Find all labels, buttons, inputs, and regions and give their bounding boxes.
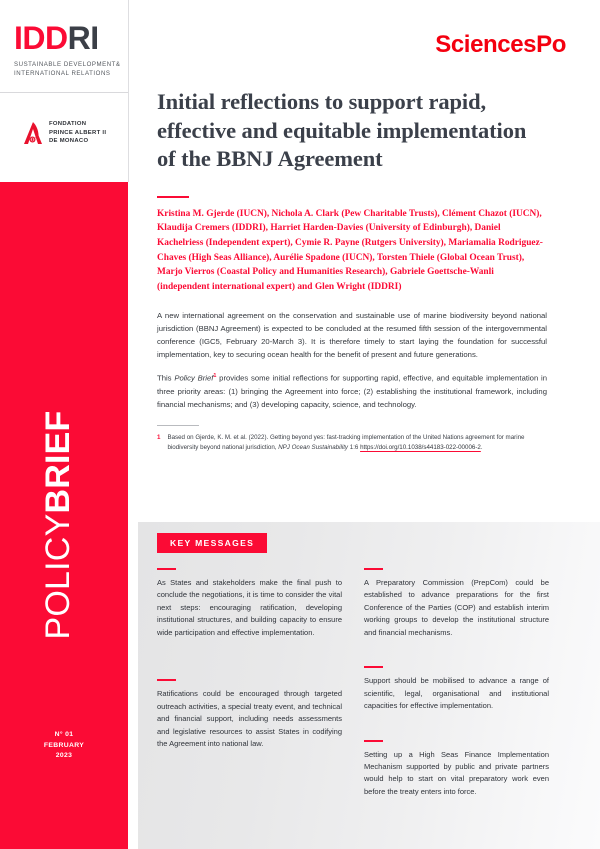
key-message-item	[364, 666, 549, 712]
monaco-text-line-3: DE MONACO	[49, 138, 89, 145]
author-list: Kristina M. Gjerde (IUCN), Nichola A. Clark (Pew Charitable Trusts), Clément Chazot (IUCN), Klaudija Cremers (IDDRI), Harriet Harden-Davies (University of Edinburgh), Daniel Kachelriess (Independent expert), Cymie R. Payne (Rutgers University), Mariamalia Rodriguez-Chaves (High Seas Alliance), Aurélie Spadone (IUCN), Torsten Thiele (Global Ocean Trust), Marjo Vierros (Coastal Policy and Humanities Research), Gabriele Goettsche-Wanli (independent international expert) and Glen Wright (IDDRI)	[157, 208, 543, 292]
right-column-spacer-1	[364, 655, 549, 666]
policy-brief-vertical-label	[41, 345, 75, 705]
key-message-item	[364, 740, 549, 799]
monaco-logo-text	[49, 120, 106, 146]
policy-brief-italic: Policy Brief	[174, 374, 214, 384]
footnote-text-after: 1:6	[348, 444, 361, 452]
issue-year: 2023	[55, 752, 73, 760]
right-column-spacer-2	[364, 729, 549, 740]
key-message-dash	[364, 568, 383, 570]
footnote-doi-link[interactable]: https://doi.org/10.1038/s44183-022-00006-2	[360, 444, 481, 452]
abstract-paragraph-1: A new international agreement on the conservation and sustainable use of marine biodiversity beyond national jurisdiction (BBNJ Agreement) is expected to be concluded at the resumed fifth session of the intergovernmental conference (IGC5, February 20-March 3). It is therefore timely to start laying the foundation for successful implementation, key to securing ocean health for the benefit of present and future generations.	[157, 311, 547, 359]
key-message-item	[157, 568, 342, 639]
issue-month: FEBRUARY	[43, 741, 85, 749]
key-message-item	[364, 568, 549, 639]
key-message-text: Support should be mobilised to advance a range of scientific, legal, organisational and institutional capacities for effective implementation.	[364, 676, 549, 711]
iddri-wordmark	[14, 22, 130, 54]
issue-number: N° 01	[54, 731, 74, 738]
footnote-text-before: Based on Gjerde, K. M. et al. (2022). Getting beyond yes: fast-tracking implementation of the United Nations agreement for marine biodiversity beyond national jurisdiction,	[167, 434, 525, 452]
footnote-period: .	[480, 444, 483, 452]
key-message-text: As States and stakeholders make the final push to conclude the negotiations, it is time to consider the vital next steps: encouraging ratification, developing institutional structures, and building capacity to ensure wide participation and effective implementation.	[157, 578, 342, 637]
sciencespo-logo: SciencesPo	[435, 31, 566, 58]
footnote-text	[167, 433, 547, 453]
monaco-text-line-2: PRINCE ALBERT II	[49, 129, 107, 136]
policy-word: POLICY	[39, 513, 77, 640]
key-messages-badge: KEY MESSAGES	[157, 533, 267, 553]
key-message-dash	[364, 740, 383, 742]
key-message-dash	[157, 679, 176, 681]
monaco-text-line-1: FONDATION	[49, 121, 87, 127]
key-message-text: Ratifications could be encouraged through targeted outreach activities, a special treaty event, and technical and financial support, including needs assessments and legislative resources to assist States in codifying the Agreement into national law.	[157, 689, 342, 748]
paragraph-2-suffix: provides some initial reflections for supporting rapid, effective, and equitable implementation in three priority areas: (1) bringing the Agreement into force; (2) establishing the institutional framework, including financial mechanisms; and (3) developing capacity, science, and technology.	[157, 374, 547, 409]
footnote-number: 1	[157, 434, 161, 442]
iddri-logo	[14, 22, 130, 79]
title-rule	[157, 196, 189, 198]
fondation-prince-albert-logo	[22, 120, 128, 146]
iddri-tagline-line-1: SUSTAINABLE DEVELOPMENT&	[14, 61, 121, 68]
key-messages-columns	[157, 568, 549, 814]
key-message-item	[157, 679, 342, 750]
header-horizontal-divider	[0, 92, 128, 93]
key-message-text: A Preparatory Commission (PrepCom) could be established to advance preparations for the first Conference of the Parties (COP) and establish interim working groups to develop the institutional structure and financial mechanisms.	[364, 578, 549, 637]
footnote-journal-name: NPJ Ocean Sustainability	[278, 444, 349, 452]
page-title: Initial reflections to support rapid, effective and equitable implementation of the BBNJ Agreement	[157, 89, 527, 172]
key-message-dash	[364, 666, 383, 668]
monaco-a-mark-icon	[22, 121, 44, 145]
iddri-tagline-line-2: INTERNATIONAL RELATIONS	[14, 70, 111, 78]
key-message-dash	[157, 568, 176, 570]
iddri-tagline	[14, 60, 130, 79]
key-messages-left-column	[157, 568, 342, 814]
iddri-wordmark-red: IDD	[14, 20, 68, 56]
key-messages-right-column	[364, 568, 549, 814]
iddri-wordmark-dark: RI	[67, 20, 99, 56]
left-column-spacer	[157, 655, 342, 679]
abstract-paragraph-2	[157, 372, 547, 411]
brief-word: BRIEF	[39, 410, 77, 514]
article-column	[157, 88, 547, 453]
footnote-separator	[157, 425, 199, 426]
paragraph-2-prefix: This	[157, 374, 175, 384]
footnote-reference-marker[interactable]: 1	[213, 373, 217, 380]
key-message-text: Setting up a High Seas Finance Implementation Mechanism supported by public and private partners would help to start on vital preparatory work even before the treaty enters into force.	[364, 749, 549, 796]
issue-info	[0, 730, 128, 762]
footnote	[157, 433, 547, 453]
